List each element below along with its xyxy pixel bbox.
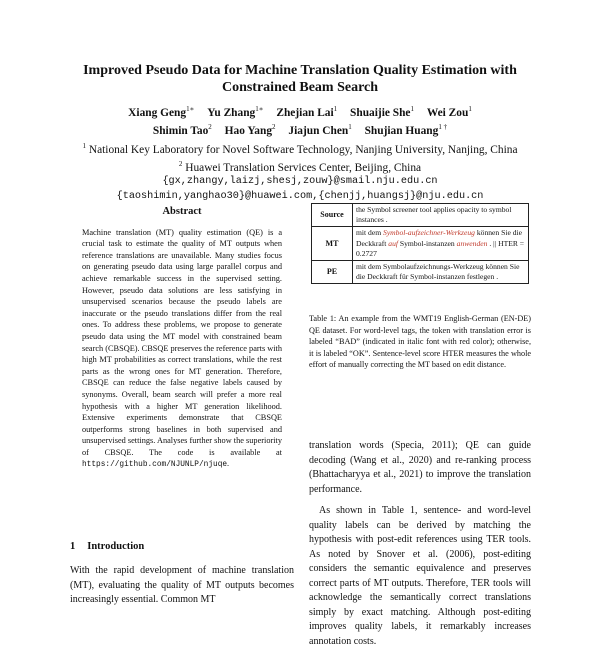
intro-paragraph: With the rapid development of machine translation (MT), evaluating the quality of MT outputs becomes increasingly essential. Common MT	[70, 565, 294, 605]
table-row-mt	[312, 227, 529, 261]
row-label: MT	[312, 227, 353, 261]
author: Hao Yang$^2$	[224, 123, 276, 138]
author-block	[30, 102, 570, 204]
bad-token: anwenden	[456, 238, 488, 248]
example-table	[311, 203, 529, 284]
paragraph: translation words (Specia, 2011); QE can guide decoding (Wang et al., 2020) and re-ranking process (Bhattacharyya et al., 2021) to improve the translation performance.	[309, 440, 531, 495]
author-row-1	[30, 102, 570, 120]
author-row-2	[30, 120, 570, 138]
author: Wei Zou$^1$	[426, 105, 472, 119]
source-cell: the Symbol screener tool applies opacity to symbol instances .	[353, 204, 529, 227]
affiliation-2: $^2$ Huawei Translation Services Center, Beijing, China	[178, 159, 422, 174]
abstract-body: Machine translation (MT) quality estimation (QE) is a crucial task to estimate the quality of MT outputs when reference translations are unavailable. Many studies focus on generating pseudo data using large parallel corpus and achieve remarkable success in the supervised setting. However, pseudo data solutions are less satisfying in unsupervised scenarios because the pseudo labels are inaccurate or the pseudo translations differ from the real ones. To address these problems, we propose to generate pseudo data using the MT model with constrained beam search (CBSQE). CBSQE preserves the reference parts with high MT probabilities as correct translations, while the rest parts as the wrong ones for MT generation. Therefore, CBSQE can reduce the false negative labels caused by synonyms. Overall, beam search will prefer a more real hypothesis with a higher MT generation likelihood. Extensive experiments demonstrate that CBSQE outperforms strong baselines in both supervised and unsupervised settings. Analyses further show the superiority of CBSQE. The code is available at https://github.com/NJUNLP/njuqe.	[82, 227, 282, 470]
author: Shujian Huang$^{1 \dagger}$	[364, 123, 448, 138]
row-label: PE	[312, 261, 353, 284]
code-url[interactable]: https://github.com/NJUNLP/njuqe	[82, 461, 228, 470]
author: Shuaijie She$^1$	[350, 105, 414, 119]
author: Jiajun Chen$^1$	[288, 123, 352, 138]
author: Zhejian Lai$^1$	[276, 105, 338, 119]
title-line-1: Improved Pseudo Data for Machine Translation Quality Estimation with	[83, 63, 517, 78]
affiliation-1: $^1$ National Key Laboratory for Novel Software Technology, Nanjing University, Nanjing, China	[82, 141, 518, 156]
paper-title	[40, 62, 560, 96]
right-column-body	[309, 439, 531, 649]
title-line-2: Constrained Beam Search	[221, 80, 379, 95]
table-row-pe	[312, 261, 529, 284]
email-line-1: {gx,zhangy,laizj,shesj,zouw}@smail.nju.edu.cn	[162, 176, 438, 188]
row-label: Source	[312, 204, 353, 227]
author: Yu Zhang$^{1∗}$	[207, 105, 264, 119]
mt-cell: mit dem Symbol-aufzeichner-Werkzeug können Sie die Deckkraft auf Symbol-instanzen anwenden . || HTER = 0.2727	[353, 227, 529, 261]
paragraph: As shown in Table 1, sentence- and word-level quality labels can be derived by matching the hypothesis with post-edit references using TER tools. As noted by Snover et al. (2006), post-editing considers the semantic equivalence and preserves correct parts of MT outputs. Therefore, TER tools will acknowledge the semantically correct translations simply by exact matching. Although post-editing improves quality labels, it remarkably increases annotation costs.	[309, 505, 531, 647]
table-caption: Table 1: An example from the WMT19 English-German (EN-DE) QE dataset. For word-level tags, the token with translation error is labeled “BAD” (indicated in italic font with red color); otherwise, it is labeled “OK”. Sentence-level score HTER measures the whole effort of manually correcting the MT based on edit distance.	[309, 314, 531, 369]
table-row-source	[312, 204, 529, 227]
bad-token: Symbol-aufzeichner-Werkzeug	[383, 228, 475, 238]
author: Xiang Geng$^{1∗}$	[128, 105, 195, 119]
email-line-2: {taoshimin,yanghao30}@huawei.com,{chenjj,huangsj}@nju.edu.cn	[116, 190, 484, 202]
abstract-section	[70, 206, 294, 472]
pe-cell: mit dem Symbolaufzeichnungs-Werkzeug können Sie die Deckkraft für Symbol-instanzen festlegen .	[353, 261, 529, 284]
section-heading-introduction: 1 Introduction	[70, 541, 145, 552]
bad-token: auf	[388, 238, 398, 248]
author: Shimin Tao$^2$	[152, 123, 212, 138]
abstract-heading: Abstract	[162, 206, 202, 217]
